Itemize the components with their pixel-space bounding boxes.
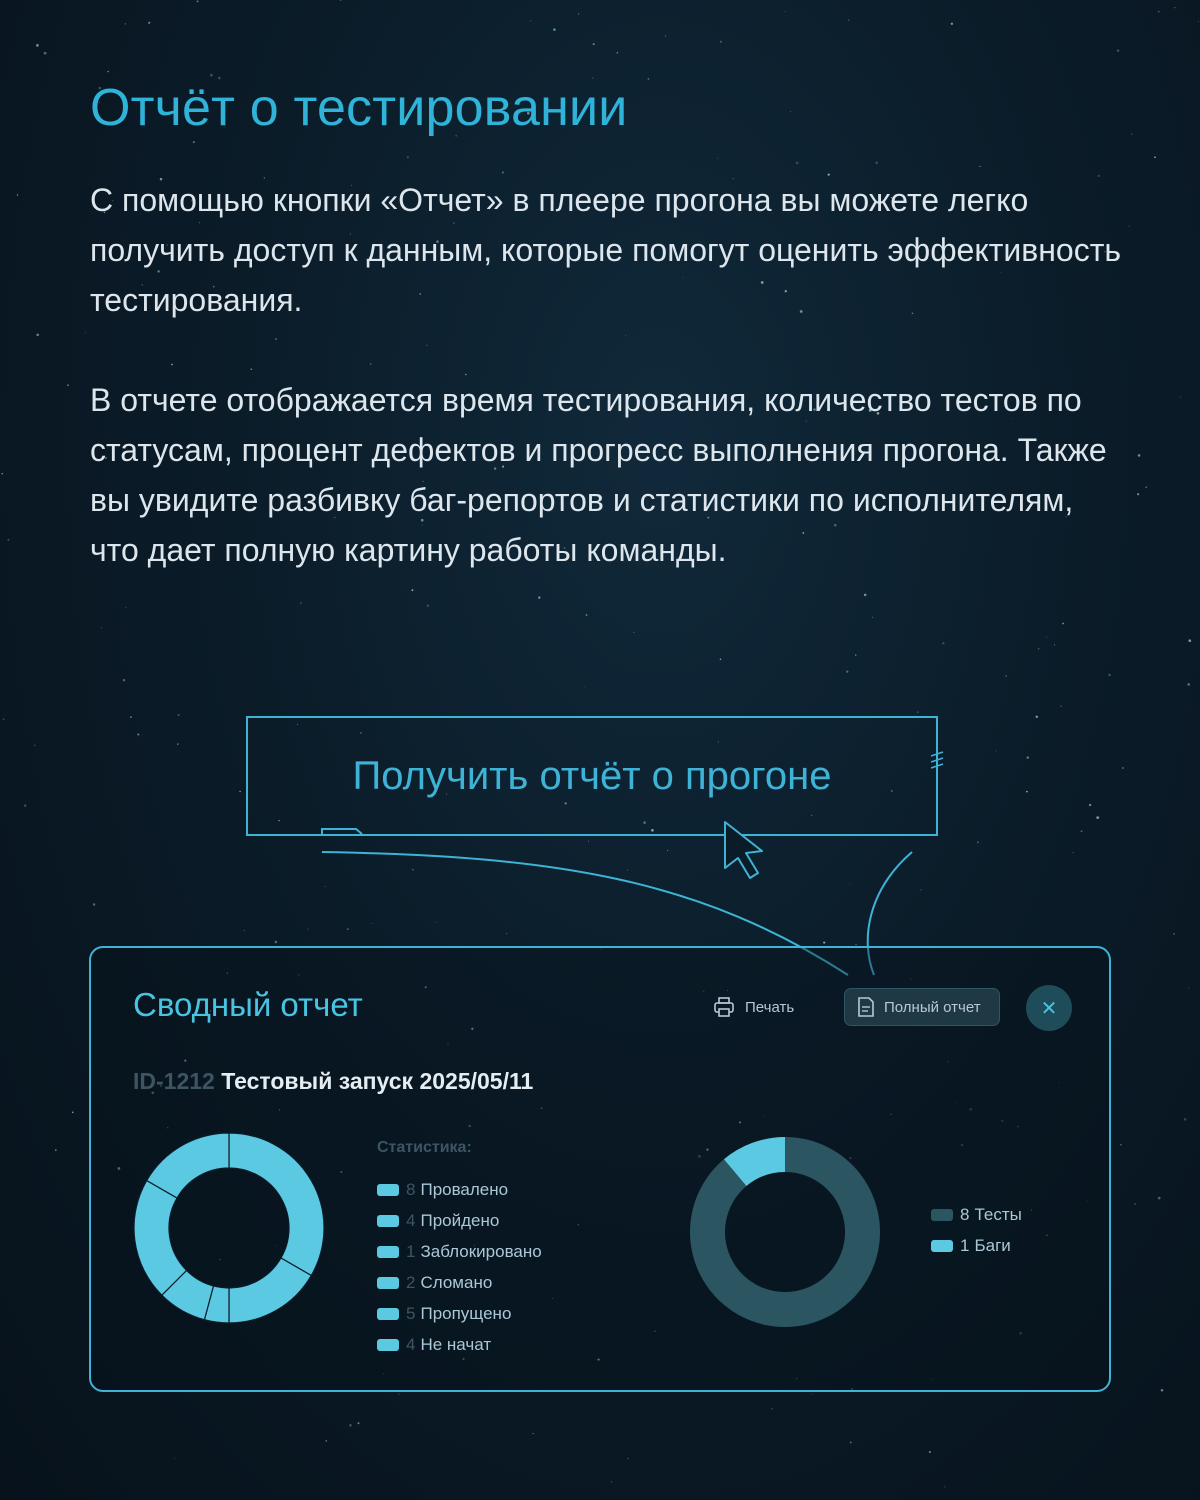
- star: [1154, 156, 1156, 158]
- star: [123, 679, 125, 681]
- star: [3, 719, 5, 721]
- star: [1158, 1197, 1161, 1200]
- star: [538, 596, 540, 598]
- summary-report-panel: [89, 946, 1111, 1392]
- star: [648, 78, 650, 80]
- legend-value: 2: [406, 1272, 416, 1292]
- legend-swatch: [377, 1339, 399, 1351]
- star: [633, 632, 634, 633]
- star: [1117, 49, 1119, 51]
- star: [1180, 397, 1181, 398]
- print-label: Печать: [745, 998, 795, 1016]
- star: [920, 889, 921, 890]
- donut-slice-Провалено: [229, 1133, 324, 1276]
- star: [617, 52, 619, 54]
- star: [178, 714, 180, 716]
- star: [1134, 1203, 1136, 1205]
- details-paragraph: В отчете отображается время тестирования, количество тестов по статусам, процент дефектов и прогресс выполнения прогона. Также вы увидите разбивку баг-репортов и статистики по исполнителям, что дает полную картину работы команды.: [90, 382, 1107, 568]
- star: [1038, 648, 1040, 650]
- star: [407, 156, 409, 158]
- star: [1108, 674, 1111, 677]
- star: [24, 804, 26, 806]
- star: [530, 20, 531, 21]
- donut-slice-Не начат: [147, 1133, 229, 1198]
- star: [325, 1440, 327, 1442]
- legend-label: Заблокировано: [420, 1241, 542, 1261]
- star: [130, 716, 132, 718]
- star: [611, 1481, 612, 1482]
- printer-icon: [713, 996, 735, 1018]
- star: [1096, 816, 1099, 819]
- star: [371, 923, 372, 924]
- legend-swatch: [931, 1240, 953, 1252]
- star: [1184, 1118, 1187, 1121]
- star: [244, 930, 245, 931]
- star: [593, 43, 595, 45]
- star: [275, 941, 278, 944]
- full-report-button[interactable]: [844, 988, 1000, 1026]
- star: [1161, 1389, 1164, 1392]
- legend-value: 8: [406, 1179, 416, 1199]
- legend-swatch: [377, 1184, 399, 1196]
- star: [1073, 852, 1074, 853]
- star: [864, 594, 867, 597]
- legend-swatch: [377, 1277, 399, 1289]
- star: [7, 539, 9, 541]
- star: [412, 869, 413, 870]
- star: [942, 642, 944, 644]
- star: [1046, 637, 1047, 638]
- run-name: Тестовый запуск 2025/05/11: [221, 1068, 534, 1094]
- legend-item: [377, 1267, 542, 1298]
- legend-label: Пропущено: [420, 1303, 512, 1323]
- star: [349, 1424, 351, 1426]
- star: [1145, 487, 1147, 489]
- star: [325, 886, 326, 887]
- star: [1, 473, 2, 474]
- legend-label: Провалено: [420, 1179, 509, 1199]
- star: [1138, 454, 1141, 457]
- legend-swatch: [377, 1308, 399, 1320]
- get-run-report-label: Получить отчёт о прогоне: [352, 753, 832, 798]
- legend-label: Сломано: [420, 1272, 493, 1292]
- star: [849, 883, 850, 884]
- legend-swatch: [377, 1215, 399, 1227]
- star: [36, 333, 39, 336]
- legend-value: 4: [406, 1334, 416, 1354]
- legend-item: [377, 1329, 542, 1360]
- page-heading: Отчёт о тестировании: [90, 79, 628, 137]
- star: [196, 0, 198, 2]
- legend-item: [377, 1236, 542, 1267]
- star: [578, 13, 579, 14]
- star: [411, 589, 413, 591]
- run-title: [133, 1068, 533, 1095]
- legend-item: [377, 1205, 542, 1236]
- legend-item: [377, 1298, 542, 1329]
- legend-value: 8: [960, 1204, 970, 1224]
- star: [951, 23, 953, 25]
- star: [846, 670, 848, 672]
- star: [426, 345, 427, 346]
- legend-value: 4: [406, 1210, 416, 1230]
- star: [796, 162, 799, 165]
- star: [1174, 7, 1175, 8]
- star: [171, 364, 173, 366]
- star: [239, 791, 240, 792]
- star: [174, 1458, 175, 1459]
- legend-item: [931, 1199, 1022, 1230]
- star: [1131, 133, 1133, 135]
- star: [665, 35, 666, 36]
- star: [979, 166, 980, 167]
- star: [67, 384, 69, 386]
- document-icon: [857, 997, 875, 1017]
- close-icon: ✕: [1040, 997, 1058, 1020]
- star: [358, 1422, 360, 1424]
- tests-bugs-legend: [931, 1199, 1022, 1261]
- star: [85, 332, 86, 333]
- legend-label: Баги: [974, 1235, 1011, 1255]
- star: [125, 23, 126, 24]
- star: [36, 44, 39, 47]
- star: [627, 1458, 628, 1459]
- star: [812, 1393, 813, 1394]
- donut-slice-Пропущено: [134, 1181, 187, 1296]
- star: [177, 743, 178, 744]
- star: [876, 162, 878, 164]
- star: [1060, 705, 1061, 706]
- star: [627, 870, 628, 871]
- star: [307, 929, 308, 930]
- star: [850, 1441, 852, 1443]
- report-title: Сводный отчет: [133, 986, 363, 1023]
- star: [533, 1433, 534, 1434]
- star: [193, 141, 195, 143]
- star: [435, 922, 436, 923]
- star: [848, 20, 849, 21]
- stats-heading: Статистика:: [377, 1139, 472, 1156]
- legend-label: Пройдено: [420, 1210, 500, 1230]
- star: [586, 614, 588, 616]
- tests-bugs-donut-chart: [687, 1134, 883, 1330]
- star: [101, 627, 102, 628]
- star: [1005, 675, 1007, 677]
- star: [370, 363, 372, 365]
- legend-item: [931, 1230, 1022, 1261]
- status-legend: [377, 1174, 542, 1360]
- star: [1089, 804, 1091, 806]
- star: [1120, 1144, 1122, 1146]
- star: [1188, 988, 1189, 989]
- print-button[interactable]: [713, 994, 794, 1020]
- star: [148, 22, 150, 24]
- legend-value: 1: [406, 1241, 416, 1261]
- donut-slice-Пройдено: [229, 1258, 311, 1323]
- star: [588, 841, 589, 842]
- full-report-label: Полный отчет: [884, 998, 981, 1016]
- star: [340, 0, 342, 1]
- star: [34, 745, 36, 747]
- star: [125, 607, 126, 608]
- star: [1187, 683, 1190, 686]
- star: [55, 1149, 57, 1151]
- star: [917, 711, 919, 713]
- star: [929, 1451, 931, 1453]
- resize-grip-icon: [930, 748, 944, 776]
- star: [17, 194, 18, 195]
- star: [584, 687, 585, 688]
- intro-paragraph: С помощью кнопки «Отчет» в плеере прогона вы можете легко получить доступ к данным, которые помогут оценить эффективность тестирования.: [90, 182, 1122, 318]
- star: [855, 944, 856, 945]
- star: [1173, 933, 1174, 934]
- star: [427, 605, 429, 607]
- legend-swatch: [377, 1246, 399, 1258]
- star: [720, 659, 722, 661]
- close-button[interactable]: [1026, 985, 1072, 1031]
- star: [977, 842, 978, 843]
- run-id: ID-1212: [133, 1068, 215, 1094]
- legend-label: Тесты: [974, 1204, 1022, 1224]
- legend-label: Не начат: [420, 1334, 492, 1354]
- star: [1137, 493, 1139, 495]
- star: [210, 74, 213, 77]
- star: [137, 733, 139, 735]
- star: [93, 903, 95, 905]
- star: [785, 11, 786, 12]
- star: [1081, 830, 1083, 832]
- star: [44, 52, 47, 55]
- star: [1158, 11, 1160, 13]
- star: [855, 654, 856, 655]
- star: [1054, 644, 1055, 645]
- status-donut-chart: [131, 1130, 327, 1326]
- star: [1062, 623, 1064, 625]
- star: [506, 933, 507, 934]
- star: [667, 850, 668, 851]
- get-run-report-button[interactable]: [246, 716, 938, 836]
- star: [625, 335, 626, 336]
- star: [823, 942, 825, 944]
- star: [872, 617, 873, 618]
- star: [1026, 791, 1028, 793]
- star: [1027, 756, 1029, 758]
- star: [72, 1111, 74, 1113]
- legend-item: [377, 1174, 542, 1205]
- star: [502, 172, 504, 174]
- star: [772, 1408, 773, 1409]
- legend-swatch: [931, 1209, 953, 1221]
- star: [717, 158, 718, 159]
- star: [398, 1393, 400, 1395]
- star: [1122, 767, 1124, 769]
- legend-value: 5: [406, 1303, 416, 1323]
- legend-value: 1: [960, 1235, 970, 1255]
- star: [107, 71, 109, 73]
- star: [275, 338, 277, 340]
- star: [790, 111, 791, 112]
- star: [300, 602, 302, 604]
- star: [1036, 716, 1038, 718]
- star: [250, 368, 252, 370]
- star: [996, 750, 997, 751]
- star: [1198, 21, 1199, 22]
- star: [1188, 639, 1191, 642]
- star: [553, 28, 556, 31]
- star: [944, 1486, 945, 1487]
- star: [347, 928, 349, 930]
- star: [720, 41, 722, 43]
